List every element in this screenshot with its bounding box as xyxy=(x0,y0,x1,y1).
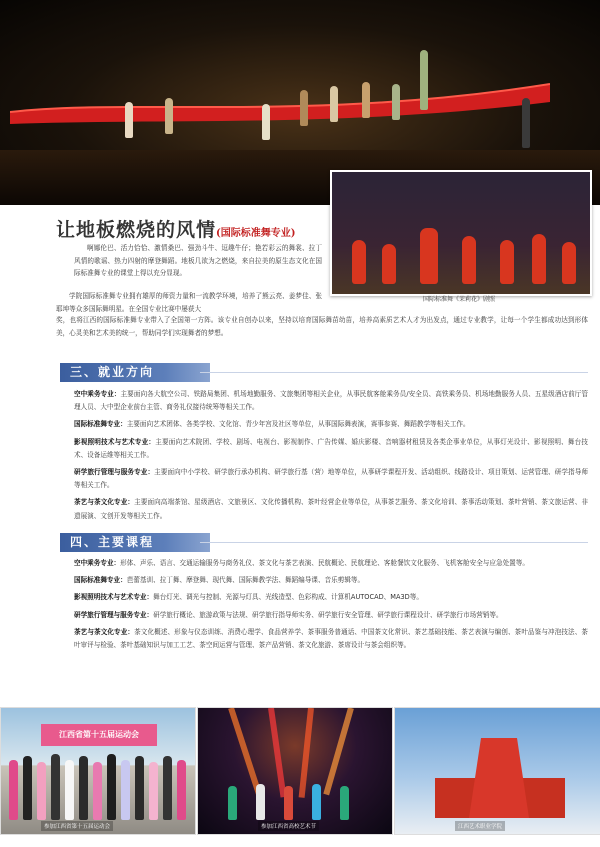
item-description: 舞台灯光、调光与控制、光源与灯具、光线造型、色彩构成、计算机AUTOCAD、MA3D等。 xyxy=(153,593,423,602)
section-divider xyxy=(200,372,588,373)
intro-paragraph-3: 奖，也将江西的国际标准舞专业带入了全国第一方阵。该专业自创办以来，坚持以培育国际舞苗幼苗，培养高素质艺术人才为出发点，通过专业教学，让每一个学生都成功达到形体美，心灵美和艺术美的统一，帮助同学们实现舞者的梦想。 xyxy=(56,316,588,337)
page-title xyxy=(56,215,295,242)
item-major-name: 影视照明技术与艺术专业： xyxy=(74,593,154,602)
campus-building-photo xyxy=(394,707,600,835)
dancer-figure xyxy=(149,762,158,820)
dancer-figure xyxy=(177,760,186,820)
building-tower xyxy=(469,738,529,818)
dancer-figure xyxy=(256,784,265,820)
dancer-figure xyxy=(121,760,130,820)
item-major-name: 茶艺与茶文化专业： xyxy=(74,627,135,636)
section-heading-courses: 四、主要课程 xyxy=(60,533,210,552)
dancer-figure xyxy=(65,760,74,820)
dancer-figure xyxy=(330,86,338,122)
intro-paragraph-1: 啊娜伦巴、活力恰恰、激情桑巴、强劲斗牛、逗趣牛仔；艳若彩云的舞裳、拉丁风情的歌谣、热力四射的摩登舞蹈。地板几欲为之燃烧，来自拉美的原生态文化在国际标准舞专业的课堂上得以充分显现。 xyxy=(74,244,322,278)
dancer-figure xyxy=(392,84,400,120)
intro-paragraph-2: 学院国际标准舞专业拥有雄厚的师资力量和一流教学环境，培养了熊云亮、姜梦佳、张耶坤等众多国际舞明星。在全国专业比赛中屡获大 xyxy=(56,292,322,313)
item-description: 主要面向艺术院团、学校、剧场、电视台、影视制作、广告传媒、婚庆影楼、音响器材租赁及各类企事业单位，从事灯光设计、影视照明、舞台技术、设备运维等相关工作。 xyxy=(74,437,588,459)
dancer-figure xyxy=(532,234,546,284)
courses-list xyxy=(74,557,588,656)
dancer-figure xyxy=(562,242,576,284)
dancer-figure xyxy=(135,756,144,820)
photo-tag: 参加江西省第十五届运动会 xyxy=(41,821,113,831)
dancer-figure xyxy=(352,240,366,284)
light-beam xyxy=(268,708,286,798)
item-description: 主要面向艺术团体、各类学校、文化馆、青少年宫及社区等单位，从事国际舞表演，赛事参赛、舞蹈教学等相关工作。 xyxy=(126,420,470,429)
dancer-figure xyxy=(312,784,321,820)
section-divider xyxy=(200,542,588,543)
title-subtitle: (国际标准舞专业) xyxy=(216,228,296,239)
dancer-figure xyxy=(500,240,514,284)
list-item xyxy=(74,436,588,462)
dancer-figure xyxy=(382,244,396,284)
list-item xyxy=(74,626,588,652)
dancer-figure xyxy=(420,228,438,284)
item-major-name: 空中乘务专业： xyxy=(74,559,121,567)
event-banner: 江西省第十五届运动会 xyxy=(41,724,157,746)
photo-caption: 国际标准舞《茉莉花》剧照 xyxy=(422,296,495,303)
item-major-name: 研学旅行管理与服务专业： xyxy=(74,468,155,477)
dancer-figure xyxy=(23,756,32,820)
dancer-figure xyxy=(340,786,349,820)
dancer-figure xyxy=(362,82,370,118)
item-major-name: 研学旅行管理与服务专业： xyxy=(74,610,154,619)
dancer-figure xyxy=(228,786,237,820)
list-item xyxy=(74,418,588,431)
item-description: 茶文化概述、形象与仪态训练、消费心理学、食品营养学、茶事服务普通话、中国茶文化常识、茶艺基础技能、茶艺表演与编创、茶叶品鉴与冲泡技法、茶叶审评与检验、茶叶基础知识与加工工艺、茶空间运营与管理、茶产品营销、茶文化旅游、茶席设计与茶会组织等。 xyxy=(74,627,589,650)
dancer-figure xyxy=(522,98,530,148)
item-major-name: 茶艺与茶文化专业： xyxy=(74,498,135,507)
red-ribbon-graphic xyxy=(10,78,550,126)
dancer-figure xyxy=(79,756,88,820)
dancer-figure xyxy=(262,104,270,140)
list-item xyxy=(74,557,588,570)
light-beam xyxy=(323,707,354,795)
dancer-figure xyxy=(37,762,46,820)
item-major-name: 国际标准舞专业： xyxy=(74,420,127,429)
item-description: 研学旅行概论、旅游政策与法规、研学旅行指导师实务、研学旅行安全管理、研学旅行课程设计、研学旅行市场营销等。 xyxy=(153,610,503,619)
dancer-figure xyxy=(125,102,133,138)
dancer-figure xyxy=(420,50,428,110)
item-major-name: 影视照明技术与艺术专业： xyxy=(74,437,156,446)
item-description: 主要面向高端茶馆、星级酒店、文旅景区、文化传播机构、茶叶经营企业等单位，从事茶艺服务、茶文化培训、茶事活动策划、茶叶营销、茶文旅运营、非遗展演、文创开发等相关工作。 xyxy=(74,498,589,520)
list-item xyxy=(74,609,588,622)
item-description: 形体、声乐、语言、交通运输服务与商务礼仪、茶文化与茶艺表演、民航概论、民航理论、客舱餐饮文化服务、飞机客舱安全与应急处置等。 xyxy=(120,559,529,567)
latin-dance-photo xyxy=(330,170,592,296)
stage-lights-photo xyxy=(197,707,393,835)
dancer-figure xyxy=(165,98,173,134)
photo-tag: 参加江西省高校艺术节 xyxy=(258,821,319,831)
dancer-figure xyxy=(107,754,116,820)
list-item xyxy=(74,388,588,414)
light-beam xyxy=(228,707,262,794)
item-description: 主要面向各大航空公司、铁路局集团、机场地勤服务、文旅集团等相关企业，从事民航客舱乘务员/安全员、高铁乘务员、机场地勤服务人员、五星级酒店前厅管理人员、大中型企业前台主管、商务礼仪接待统筹等相关工作。 xyxy=(74,390,589,412)
item-major-name: 空中乘务专业： xyxy=(74,390,121,398)
list-item xyxy=(74,466,588,492)
dancer-figure xyxy=(300,90,308,126)
item-description: 主要面向中小学校、研学旅行承办机构、研学旅行基（营）地等单位，从事研学课程开发、活动组织、线路设计、项目策划、运营管理、研学指导师等相关工作。 xyxy=(74,468,589,490)
list-item xyxy=(74,574,588,587)
light-beam xyxy=(299,708,314,798)
section-heading-employment: 三、就业方向 xyxy=(60,363,210,382)
dancer-figure xyxy=(9,760,18,820)
list-item xyxy=(74,591,588,604)
dancer-figure xyxy=(163,756,172,820)
item-major-name: 国际标准舞专业： xyxy=(74,576,127,585)
group-photo-games xyxy=(0,707,196,835)
dancer-figure xyxy=(51,754,60,820)
dancer-figure xyxy=(284,786,293,820)
employment-list xyxy=(74,388,588,527)
list-item xyxy=(74,496,588,522)
item-description: 芭蕾基训、拉丁舞、摩登舞、现代舞、国际舞教学法、舞蹈编导课、音乐剪辑等。 xyxy=(126,576,365,585)
title-text: 让地板燃烧的风情 xyxy=(56,219,217,241)
photo-tag: 江西艺术职业学院 xyxy=(455,821,505,831)
dancer-figure xyxy=(93,762,102,820)
dancer-figure xyxy=(462,236,476,284)
